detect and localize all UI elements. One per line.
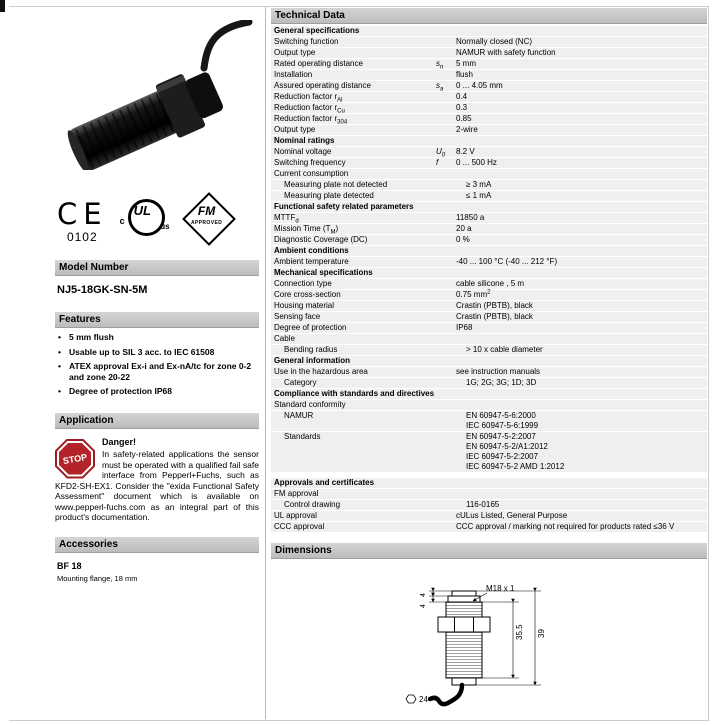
ce-logo: CE (57, 197, 108, 231)
ce-number: 0102 (66, 230, 98, 244)
product-photo (55, 20, 259, 170)
tech-data-row: Reduction factor $r_{Cu}$ 0.3 (271, 103, 707, 114)
tech-data-row: Reduction factor $r_{304}$ 0.85 (271, 114, 707, 125)
cable-drawing (430, 685, 462, 704)
tech-data-row: Use in the hazardous area see instruction manuals (271, 367, 707, 378)
danger-note (55, 437, 259, 523)
thread-label: M18 x 1 (486, 584, 515, 593)
certification-marks (55, 182, 259, 244)
tech-data-row: $MTTF_d$ 11850 a (271, 213, 707, 224)
sensor-outline (438, 591, 490, 685)
features-list (55, 332, 259, 397)
tech-data-row: Core cross-section 0.75 $mm^2$ (271, 290, 707, 301)
tech-data-row: Cable (271, 334, 707, 345)
cable (204, 22, 249, 68)
right-extension-lines (476, 591, 541, 685)
tech-data-row: Category 1G; 2G; 3G; 1D; 3D (271, 378, 707, 389)
tech-data-row: FM approval (271, 489, 707, 500)
tech-data-row: Current consumption (271, 169, 707, 180)
tech-data-row: Standard conformity (271, 400, 707, 411)
tech-section-row: General information (271, 356, 707, 367)
ul-logo: UL (133, 203, 151, 218)
accessory-name: BF 18 (57, 560, 82, 571)
tech-section-row: Mechanical specifications (271, 268, 707, 279)
tech-data-row: Sensing face Crastin (PBTB), black (271, 312, 707, 323)
tech-section-row: Approvals and certificates (271, 478, 707, 489)
tech-data-row: Measuring plate not detected ≥ 3 mA (271, 180, 707, 191)
tech-data-row: Switching frequency f 0 ... 500 Hz (271, 158, 707, 169)
model-number-header: Model Number (55, 260, 259, 276)
tech-data-row: Housing material Crastin (PBTB), black (271, 301, 707, 312)
tech-data-row: Reduction factor $r_{Al}$ 0.4 (271, 92, 707, 103)
column-divider (265, 7, 266, 719)
tech-data-row: Standards EN 60947-5-2:2007 EN 60947-5-2/A1:2012 IEC 60947-5-2:2007 IEC 60947-5-2 AMD 1:2012 (271, 432, 707, 473)
ul-us-label: us (160, 222, 170, 231)
tech-section-row: Functional safety related parameters (271, 202, 707, 213)
wrench-size-label: 24 (419, 695, 428, 704)
tech-data-row: NAMUR EN 60947-5-6:2000 IEC 60947-5-6:1999 (271, 411, 707, 432)
dim-thread-length-label: 35.5 (515, 624, 524, 640)
tech-data-row: Bending radius > 10 x cable diameter (271, 345, 707, 356)
application-header: Application (55, 413, 259, 429)
tech-data-row: UL approval cULus Listed, General Purpose (271, 511, 707, 522)
hex-wrench-icon (406, 695, 416, 703)
dim-top2-label: 4 (420, 604, 427, 608)
tech-data-row: Output type 2-wire (271, 125, 707, 136)
tech-section-row: General specifications (271, 26, 707, 37)
tech-section-row: Compliance with standards and directives (271, 389, 707, 400)
dimensions-header: Dimensions (271, 543, 707, 559)
tech-data-row: Rated operating distance $s_n$ 5 mm (271, 59, 707, 70)
tech-data-row: Installation flush (271, 70, 707, 81)
left-column (55, 8, 259, 583)
model-number-value: NJ5-18GK-SN-5M (57, 284, 148, 296)
tech-data-row: Diagnostic Coverage (DC) 0 % (271, 235, 707, 246)
bullet-icon: • (58, 346, 61, 357)
fm-approved-mark (180, 190, 234, 244)
feature-item: • Usable up to SIL 3 acc. to IEC 61508 (55, 347, 259, 358)
accessory-description: Mounting flange, 18 mm (57, 573, 138, 583)
fm-approved-label: APPROVED (190, 220, 223, 226)
feature-item: • Degree of protection IP68 (55, 386, 259, 397)
ce-mark (57, 197, 108, 244)
technical-data-header: Technical Data (271, 8, 707, 24)
tech-data-row: Mission Time $(T_M)$ 20 a (271, 224, 707, 235)
feature-item: • ATEX approval Ex-i and Ex-nA/tc for zone 0-2 and zone 20-22 (55, 361, 259, 382)
tech-data-row: Nominal voltage $U_0$ 8.2 V (271, 147, 707, 158)
tech-data-row: Ambient temperature -40 ... 100 °C (-40 ... 212 °F) (271, 257, 707, 268)
tech-data-row: Measuring plate detected ≤ 1 mA (271, 191, 707, 202)
features-header: Features (55, 312, 259, 328)
tech-data-row: CCC approval CCC approval / marking not required for products rated ≤36 V (271, 522, 707, 533)
stop-icon (55, 439, 95, 479)
stop-icon-label: STOP (62, 451, 88, 466)
cul-us-mark (120, 196, 168, 244)
feature-item: • 5 mm flush (55, 332, 259, 343)
dim-top1-label: 4 (420, 593, 427, 597)
tech-data-row: Connection type cable silicone , 5 m (271, 279, 707, 290)
tech-data-row: Output type NAMUR with safety function (271, 48, 707, 59)
accessories-header: Accessories (55, 537, 259, 553)
crop-mark (0, 0, 5, 12)
tech-data-row: Degree of protection IP68 (271, 323, 707, 334)
bullet-icon: • (58, 386, 61, 396)
ul-c-label: c (119, 216, 125, 226)
danger-title: Danger! (102, 436, 137, 447)
bullet-icon: • (58, 361, 61, 371)
bullet-icon: • (58, 332, 61, 342)
tech-data-row: Switching function Normally closed (NC) (271, 37, 707, 48)
dim-total-length-label: 39 (537, 629, 546, 638)
danger-text: In safety-related applications the sensor must be operated with a qualified fail safe interface from Pepperl+Fuchs, such as KFD2-SH-EX1. Consider the "exida Functional Safety Assessment" document which is available on www.pepperl-fuchs.com as an integral part of this product's documentation. (55, 449, 259, 522)
dimension-drawing (271, 583, 707, 723)
tech-data-row: Assured operating distance $s_a$ 0 ... 4.05 mm (271, 81, 707, 92)
tech-section-row: Nominal ratings (271, 136, 707, 147)
fm-logo: FM (197, 204, 216, 218)
technical-data-rows (271, 26, 707, 533)
tech-section-row: Ambient conditions (271, 246, 707, 257)
right-column (271, 8, 707, 723)
fm-diamond-icon (182, 192, 236, 246)
tech-data-row: Control drawing 116-0165 (271, 500, 707, 511)
